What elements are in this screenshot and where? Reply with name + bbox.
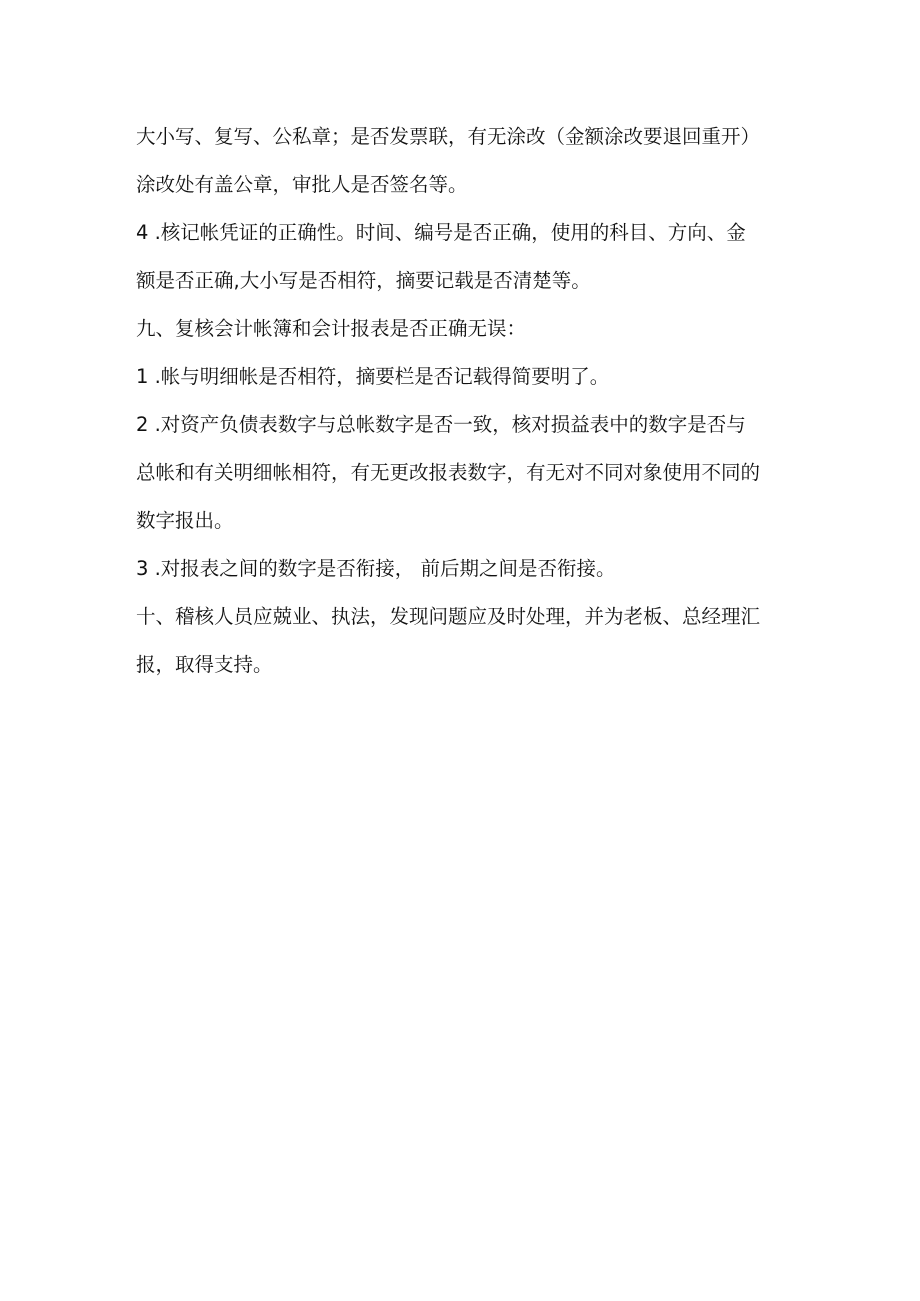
section-heading-9: 九、复核会计帐簿和会计报表是否正确无误：: [136, 317, 527, 340]
text-line: 数字报出。: [136, 509, 234, 532]
section-heading-10: 十、稽核人员应兢业、执法，发现问题应及时处理，并为老板、总经理汇: [136, 605, 761, 628]
text-line: 额是否正确,大小写是否相符，摘要记载是否清楚等。: [136, 269, 591, 292]
list-item-1: 1 .帐与明细帐是否相符，摘要栏是否记载得简要明了。: [136, 365, 610, 388]
text-line: 涂改处有盖公章，审批人是否签名等。: [136, 173, 468, 196]
list-item-2: 2 .对资产负债表数字与总帐数字是否一致，核对损益表中的数字是否与: [136, 413, 746, 436]
list-item-3: 3 .对报表之间的数字是否衔接， 前后期之间是否衔接。: [136, 557, 616, 580]
text-line: 大小写、复写、公私章；是否发票联，有无涂改（金额涂改要退回重开）: [136, 125, 761, 148]
list-item-4: 4 .核记帐凭证的正确性。时间、编号是否正确，使用的科目、方向、金: [136, 221, 746, 244]
text-line: 总帐和有关明细帐相符，有无更改报表数字，有无对不同对象使用不同的: [136, 461, 761, 484]
text-line: 报，取得支持。: [136, 653, 273, 676]
document-body: [136, 113, 796, 689]
